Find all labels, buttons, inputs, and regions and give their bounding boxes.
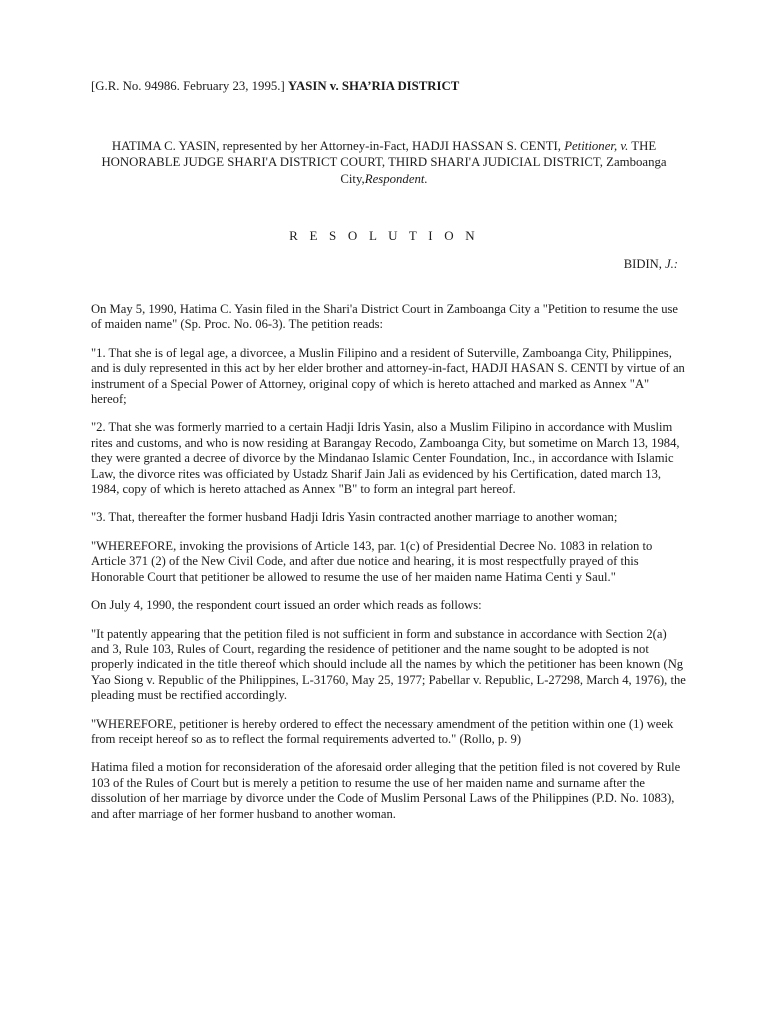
case-title: YASIN v. SHA’RIA DISTRICT xyxy=(287,79,460,93)
paragraph: On July 4, 1990, the respondent court issued an order which reads as follows: xyxy=(91,598,482,613)
ponente xyxy=(624,257,678,272)
ponente-name: BIDIN, xyxy=(623,257,662,271)
paragraph: "3. That, thereafter the former husband Hadji Idris Yasin contracted another marriage to another woman; xyxy=(91,510,618,525)
paragraph: "2. That she was formerly married to a certain Hadji Idris Yasin, also a Muslim Filipino in accordance with Muslim rites and customs, and who is now residing at Barangay Recodo, Zamboanga City, but sometime on March 13, 1984, they were granted a decree of divorce by the Mindanao Islamic Center Foundation, Inc., in accordance with Islamic Law, the divorce rites was officiated by Ustadz Sharif Jain Jali as evidenced by his Certification, dated march 13, 1984, copy of which is hereto attached as Annex "B" to form an integral part hereof. xyxy=(91,420,680,497)
case-parties xyxy=(80,138,688,187)
versus-label: v. xyxy=(620,139,629,153)
petitioner-name: HATIMA C. YASIN, represented by her Attorney-in-Fact, HADJI HASSAN S. CENTI, xyxy=(111,139,561,153)
respondent-name: THE HONORABLE JUDGE SHARI'A DISTRICT COURT, THIRD SHARI'A JUDICIAL DISTRICT, Zamboanga City, xyxy=(101,139,667,186)
case-citation: [G.R. No. 94986. February 23, 1995.] xyxy=(91,79,285,93)
paragraph: "1. That she is of legal age, a divorcee, a Muslin Filipino and a resident of Suterville, Zamboanga City, Philippines, and is duly represented in this act by her elder brother and attorney-in-fact, HADJI HASAN S. CENTI by virtue of an instrument of a Special Power of Attorney, original copy of which is hereto attached and marked as Annex "A" hereof; xyxy=(91,345,685,407)
resolution-body xyxy=(91,302,687,835)
petitioner-label: Petitioner, xyxy=(564,139,618,153)
resolution-heading: R E S O L U T I O N xyxy=(289,228,479,243)
paragraph: "WHEREFORE, petitioner is hereby ordered to effect the necessary amendment of the petition within one (1) week from receipt hereof so as to reflect the formal requirements adverted to." (Rollo, p. 9) xyxy=(91,716,674,746)
paragraph: On May 5, 1990, Hatima C. Yasin filed in the Shari'a District Court in Zamboanga City a "Petition to resume the use of maiden name" (Sp. Proc. No. 06-3). The petition reads: xyxy=(91,302,678,332)
ponente-title: J.: xyxy=(665,257,678,271)
paragraph: "It patently appearing that the petition filed is not sufficient in form and substance in accordance with Section 2(a) and 3, Rule 103, Rules of Court, regarding the residence of petitioner and the name sought to be adopted is not properly indicated in the title thereof which should include all the names by which the petitioner has been known (Ng Yao Siong v. Republic of the Philippines, L-31760, May 25, 1977; Pabellar v. Republic, L-27298, March 4, 1976), the pleading must be rectified accordingly. xyxy=(91,626,686,703)
case-caption xyxy=(91,79,459,94)
paragraph: Hatima filed a motion for reconsideration of the aforesaid order alleging that the petition filed is not covered by Rule 103 of the Rules of Court but is merely a petition to resume the use of her maiden name and surname after the dissolution of her marriage by divorce under the Code of Muslim Personal Laws of the Philippines (P.D. No. 1083), and after marriage of her former husband to another woman. xyxy=(91,760,681,821)
respondent-label: Respondent. xyxy=(364,171,428,186)
paragraph: "WHEREFORE, invoking the provisions of Article 143, par. 1(c) of Presidential Decree No. 1083 in relation to Article 371 (2) of the New Civil Code, and after due notice and hearing, it is most respectfully prayed of this Honorable Court that petitioner be allowed to resume the use of her maiden name Hatima Centi y Saul." xyxy=(91,538,653,584)
